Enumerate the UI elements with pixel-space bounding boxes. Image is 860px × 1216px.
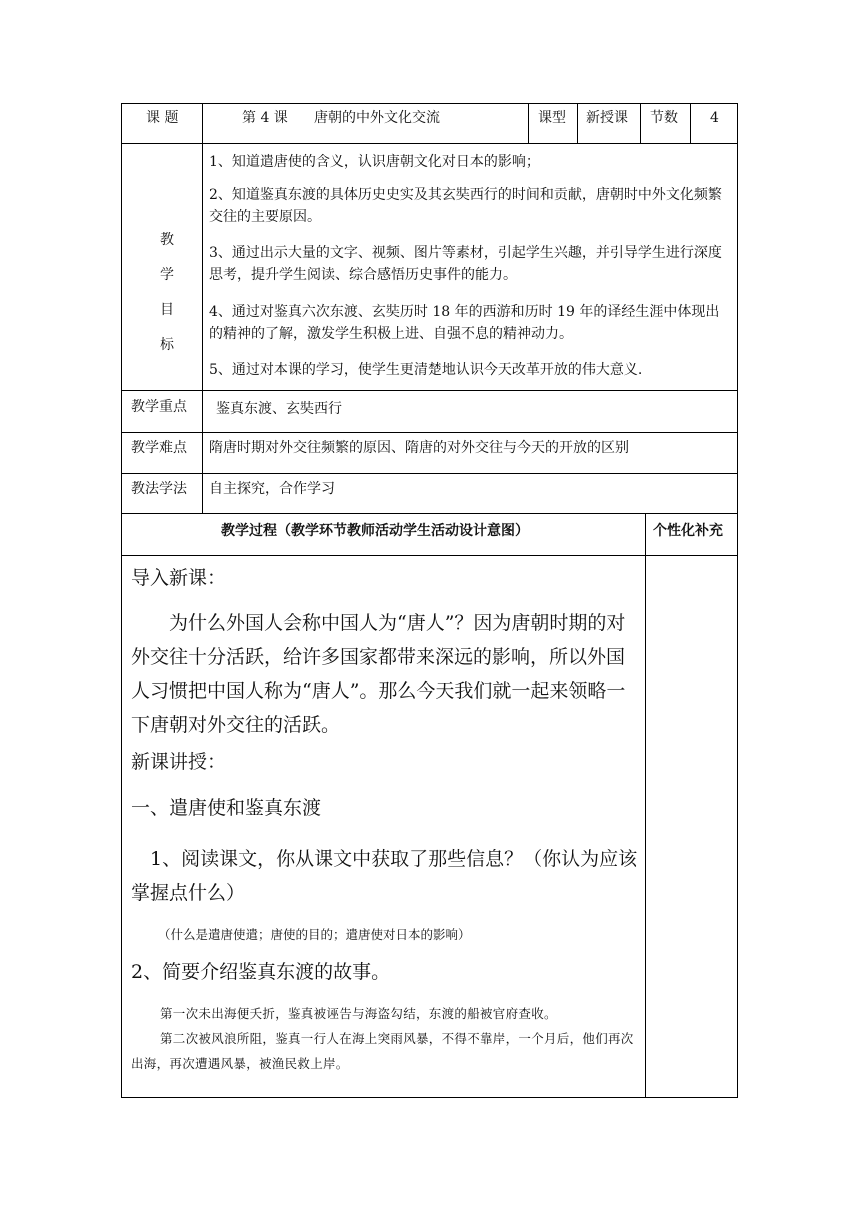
section-heading: 一、遣唐使和鉴真东渡 xyxy=(131,797,322,819)
grid-line xyxy=(202,103,203,514)
grid-line xyxy=(121,390,738,391)
label-type: 课型 xyxy=(538,110,566,126)
lesson-number: 第 4 课 xyxy=(242,110,288,126)
objective-item: 1、知道遣唐使的含义，认识唐朝文化对日本的影响； xyxy=(209,154,540,170)
question-1: 1、阅读课文，你从课文中获取了那些信息？（你认为应该掌握点什么） xyxy=(131,848,638,904)
difficulties-label: 教学难点 xyxy=(131,440,187,456)
lesson-title: 唐朝的中外文化交流 xyxy=(314,110,440,126)
difficulties-value: 隋唐时期对外交往频繁的原因、隋唐的对外交往与今天的开放的区别 xyxy=(209,440,629,456)
objective-item: 2、知道鉴真东渡的具体历史史实及其玄奘西行的时间和贡献，唐朝时中外文化频繁交往的主要原因。 xyxy=(209,187,722,225)
methods-label: 教法学法 xyxy=(131,481,187,497)
grid-line xyxy=(645,513,646,1098)
intro-text: 为什么外国人会称中国人为“唐人”？因为唐朝时期的对外交往十分活跃，给许多国家都带来深远的影响，所以外国人习惯把中国人称为“唐人”。那么今天我们就一起来领略一下唐朝对外交往的活跃。 xyxy=(131,612,626,736)
intro-heading: 导入新课： xyxy=(131,567,227,589)
grid-line xyxy=(121,103,122,1098)
objective-item: 5、通过对本课的学习，使学生更清楚地认识今天改革开放的伟大意义. xyxy=(209,362,643,378)
question-2: 2、简要介绍鉴真东渡的故事。 xyxy=(131,961,391,983)
process-header-title: 教学过程（教学环节教师活动学生活动设计意图） xyxy=(221,523,529,539)
objective-item: 3、通过出示大量的文字、视频、图片等素材，引起学生兴趣，并引导学生进行深度思考，提升学生阅读、综合感悟历史事件的能力。 xyxy=(209,245,722,283)
grid-line xyxy=(690,103,691,144)
objectives-label-char: 标 xyxy=(160,337,174,353)
type-value: 新授课 xyxy=(586,110,628,126)
process-header-supplement: 个性化补充 xyxy=(653,523,723,539)
grid-line xyxy=(640,103,641,144)
methods-value: 自主探究，合作学习 xyxy=(209,481,335,497)
grid-line xyxy=(121,143,738,144)
objectives-label-char: 教 xyxy=(160,232,174,248)
grid-line xyxy=(121,432,738,433)
new-lesson-heading: 新课讲授： xyxy=(131,751,227,773)
objectives-label-char: 目 xyxy=(160,302,174,318)
story-paragraph: 第二次被风浪所阻，鉴真一行人在海上突雨风暴，不得不靠岸，一个月后，他们再次出海，再次遭遇风暴，被渔民救上岸。 xyxy=(131,1031,634,1071)
question-1-note: （什么是遣唐使遣；唐使的目的；遣唐使对日本的影响） xyxy=(158,927,471,942)
label-topic: 课 题 xyxy=(146,110,179,126)
sessions-value: 4 xyxy=(710,110,719,126)
grid-line xyxy=(121,103,738,104)
objectives-label-char: 学 xyxy=(160,267,174,283)
grid-line xyxy=(737,103,738,1098)
grid-line xyxy=(121,473,738,474)
objective-item: 4、通过对鉴真六次东渡、玄奘历时 18 年的西游和历时 19 年的译经生涯中体现出的精神的了解，激发学生积极上进、自强不息的精神动力。 xyxy=(209,304,720,342)
grid-line xyxy=(577,103,578,144)
key-points-value: 鉴真东渡、玄奘西行 xyxy=(216,401,342,417)
label-sessions: 节数 xyxy=(650,110,678,126)
story-paragraph: 第一次未出海便夭折，鉴真被诬告与海盗勾结，东渡的船被官府查收。 xyxy=(160,1006,557,1021)
grid-line xyxy=(528,103,529,144)
key-points-label: 教学重点 xyxy=(131,399,187,415)
